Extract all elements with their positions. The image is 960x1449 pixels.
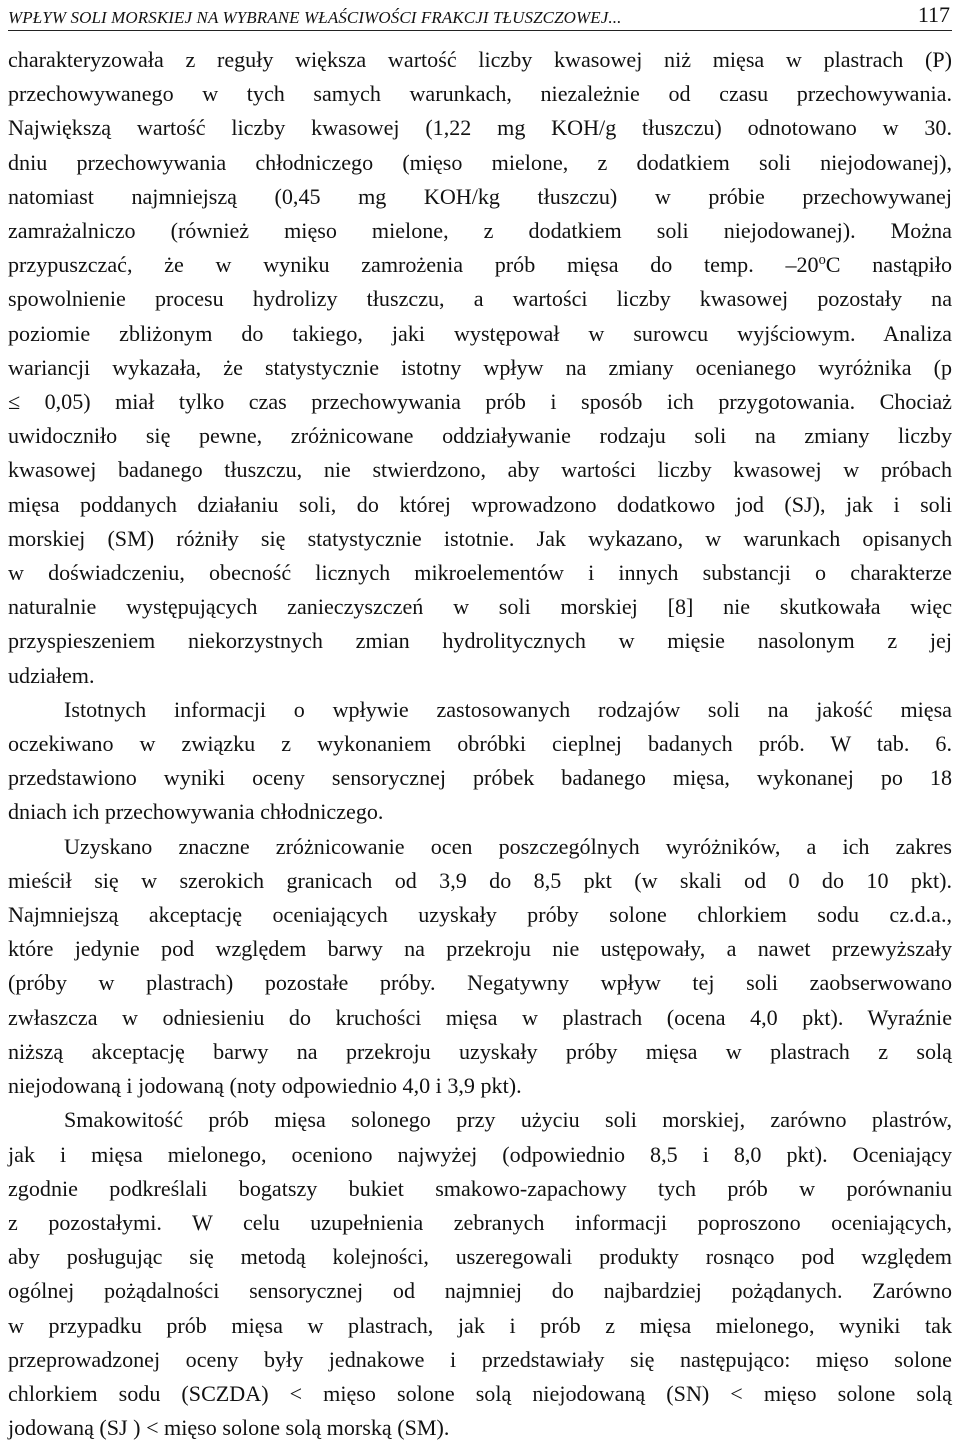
text-line: ogólnej pożądalności sensorycznej od najmniej do najbardziej pożądanych. Zarówno (8, 1278, 952, 1304)
paragraph (8, 1103, 952, 1445)
text-line: Smakowitość prób mięsa solonego przy użyciu soli morskiej, zarówno plastrów, (64, 1107, 952, 1133)
text-line: przedstawiono wyniki oceny sensorycznej próbek badanego mięsa, wykonanej po 18 (8, 765, 952, 791)
text-line: niejodowaną i jodowaną (noty odpowiednio 4,0 i 3,9 pkt). (8, 1073, 522, 1099)
text-line: charakteryzowała z reguły większa wartość liczby kwasowej niż mięsa w plastrach (P) (8, 47, 952, 72)
text-line: przypuszczać, że w wyniku zamrożenia prób mięsa do temp. –20$^o$C nastąpiło (8, 252, 953, 278)
text-line: spowolnienie procesu hydrolizy tłuszczu, a wartości liczby kwasowej pozostały na (8, 286, 952, 312)
text-line: przeprowadzonej oceny były jednakowe i przedstawiały się następująco: mięso solone (8, 1346, 952, 1372)
text-line: zgodnie podkreślali bogatszy bukiet smakowo-zapachowy tych prób w porównaniu (8, 1175, 952, 1201)
text-line: natomiast najmniejszą (0,45 mg KOH/kg tłuszczu) w próbie przechowywanej (8, 183, 952, 209)
text-line: Istotnych informacji o wpływie zastosowanych rodzajów soli na jakość mięsa (64, 696, 952, 722)
text-line: jodowaną (SJ ) < mięso solone solą morską (SM). (8, 1415, 450, 1441)
running-title: WPŁYW SOLI MORSKIEJ NA WYBRANE WŁAŚCIWOŚCI FRAKCJI TŁUSZCZOWEJ... (8, 8, 622, 27)
text-line: ≤ 0,05) miał tylko czas przechowywania prób i sposób ich przygotowania. Chociaż (8, 389, 952, 415)
text-line: wariancji wykazała, że statystycznie istotny wpływ na zmiany ocenianego wyróżnika (p (8, 354, 952, 380)
running-header (8, 0, 952, 31)
text-line: mieścił się w szerokich granicach od 3,9 do 8,5 pkt (w skali od 0 do 10 pkt). (8, 867, 952, 893)
text-line: (próby w plastrach) pozostałe próby. Negatywny wpływ tej soli zaobserwowano (8, 970, 952, 996)
text-line: z pozostałymi. W celu uzupełnienia zebranych informacji poproszono oceniających, (8, 1209, 952, 1235)
paragraph (8, 693, 952, 830)
page-number: 117 (917, 2, 950, 27)
text-line: zamrażalniczo (również mięso mielone, z dodatkiem soli niejodowanej). Można (8, 218, 952, 244)
paragraph (8, 43, 952, 693)
text-line: Największą wartość liczby kwasowej (1,22 mg KOH/g tłuszczu) odnotowano w 30. (8, 115, 952, 141)
text-line: aby posługując się metodą kolejności, uszeregowali produkty rosnąco pod względem (8, 1244, 952, 1270)
document-page (8, 0, 952, 1445)
text-line: dniu przechowywania chłodniczego (mięso mielone, z dodatkiem soli niejodowanej), (8, 149, 952, 175)
text-line: morskiej (SM) różniły się statystycznie istotnie. Jak wykazano, w warunkach opisanych (8, 525, 952, 551)
text-line: jak i mięsa mielonego, oceniono najwyżej (odpowiednio 8,5 i 8,0 pkt). Oceniający (8, 1141, 952, 1167)
text-line: Najmniejszą akceptację oceniających uzyskały próby solone chlorkiem sodu cz.d.a., (8, 902, 952, 928)
text-line: niższą akceptację barwy na przekroju uzyskały próby mięsa w plastrach z solą (8, 1038, 952, 1064)
paragraph (8, 830, 952, 1104)
text-line: udziałem. (8, 662, 95, 688)
text-line: kwasowej badanego tłuszczu, nie stwierdzono, aby wartości liczby kwasowej w próbach (8, 457, 952, 483)
text-line: dniach ich przechowywania chłodniczego. (8, 799, 384, 825)
text-line: uwidoczniło się pewne, zróżnicowane oddziaływanie rodzaju soli na zmiany liczby (8, 423, 952, 449)
body-text (8, 43, 952, 1445)
text-line: naturalnie występujących zanieczyszczeń w soli morskiej [8] nie skutkowała więc (8, 594, 952, 620)
text-line: w doświadczeniu, obecność licznych mikroelementów i innych substancji o charakterze (8, 560, 952, 586)
text-line: przyspieszeniem niekorzystnych zmian hydrolitycznych w mięsie nasolonym z jej (8, 628, 952, 654)
text-line: Uzyskano znaczne zróżnicowanie ocen poszczególnych wyróżników, a ich zakres (64, 833, 952, 859)
text-line: oczekiwano w związku z wykonaniem obróbki cieplnej badanych prób. W tab. 6. (8, 731, 952, 757)
text-line: w przypadku prób mięsa w plastrach, jak i prób z mięsa mielonego, wyniki tak (8, 1312, 952, 1338)
text-line: które jedynie pod względem barwy na przekroju nie ustępowały, a nawet przewyższały (8, 936, 952, 962)
text-line: mięsa poddanych działaniu soli, do której wprowadzono dodatkowo jod (SJ), jak i soli (8, 491, 952, 517)
text-line: poziomie zbliżonym do takiego, jaki występował w surowcu wyjściowym. Analiza (8, 320, 952, 346)
text-line: chlorkiem sodu (SCZDA) < mięso solone solą niejodowaną (SN) < mięso solone solą (8, 1380, 952, 1406)
text-line: przechowywanego w tych samych warunkach, niezależnie od czasu przechowywania. (8, 81, 952, 107)
text-line: zwłaszcza w odniesieniu do kruchości mięsa w plastrach (ocena 4,0 pkt). Wyraźnie (8, 1004, 952, 1030)
